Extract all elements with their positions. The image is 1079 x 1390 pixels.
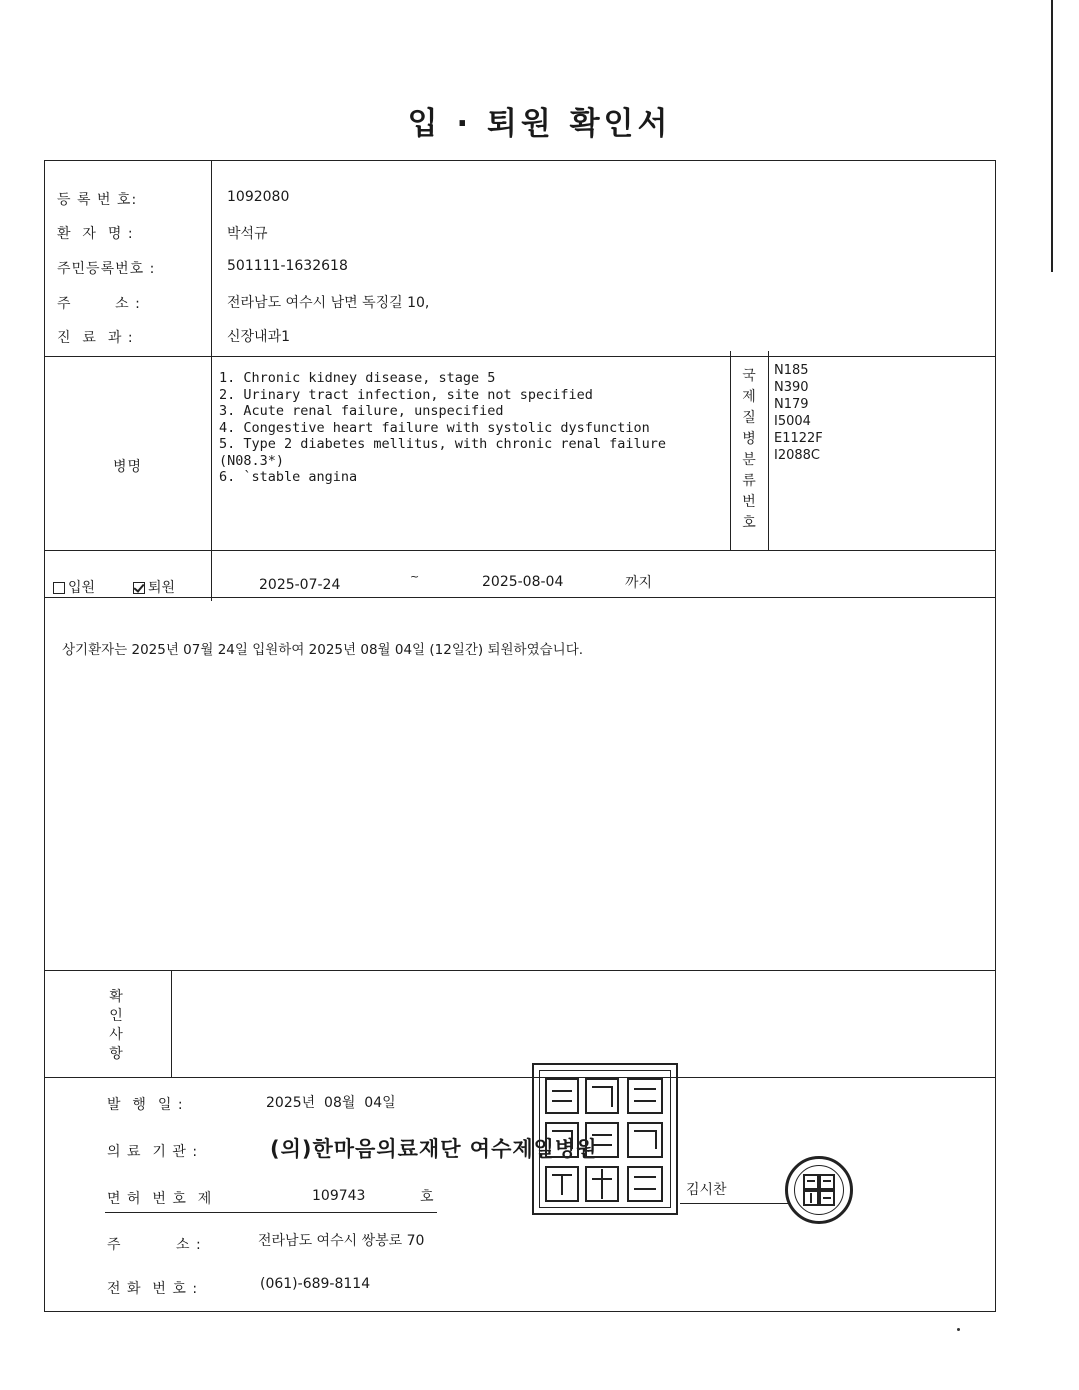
vertical-label-char: 호 [742, 515, 756, 531]
disease-code: N390 [774, 380, 809, 395]
license-suffix: 호 [420, 1189, 434, 1205]
vertical-label-char: 항 [109, 1046, 123, 1062]
disease-code: I5004 [774, 414, 811, 429]
institution-seal-stamp [532, 1063, 678, 1215]
diagnosis-item: 3. Acute renal failure, unspecified [219, 403, 504, 419]
diagnosis-item: 4. Congestive heart failure with systolic dysfunction [219, 419, 650, 436]
disease-code: N185 [774, 363, 809, 378]
remarks-label-divider [171, 970, 172, 1078]
stay-separator: ~ [410, 570, 420, 583]
admit-option[interactable] [53, 577, 95, 597]
issuer-address-label: 주 소 : [107, 1237, 202, 1253]
disease-code: I2088C [774, 448, 820, 463]
round-seal-pattern-icon [788, 1159, 850, 1221]
admit-label: 입원 [68, 580, 96, 596]
issuer-address-value: 전라남도 여수시 쌍봉로 70 [258, 1233, 425, 1249]
license-underline [105, 1212, 437, 1213]
phone-value: (061)-689-8114 [260, 1276, 371, 1292]
institution-name: (의)한마음의료재단 여수제일병원 [270, 1137, 598, 1161]
code-label-divider-right [768, 351, 769, 551]
stay-end-date: 2025-08-04 [482, 574, 564, 590]
disease-code: N179 [774, 397, 809, 412]
doctor-seal-stamp [785, 1156, 853, 1224]
diagnosis-item: 5. Type 2 diabetes mellitus, with chronic renal failure [219, 436, 667, 452]
issue-date-label: 발 행 일 : [107, 1097, 184, 1113]
vertical-label-char: 사 [109, 1027, 123, 1043]
row-divider-stay [45, 550, 995, 551]
address-label: 주 소 : [57, 296, 141, 312]
remarks-label [107, 988, 125, 1064]
reg-no-value: 1092080 [227, 189, 290, 205]
patient-info-divider [211, 161, 212, 601]
stay-start-date: 2025-07-24 [259, 577, 341, 593]
vertical-label-char: 병 [742, 431, 756, 447]
vertical-label-char: 분 [742, 452, 756, 468]
dept-label: 진 료 과 : [57, 330, 134, 346]
name-value: 박석규 [227, 226, 268, 242]
diagnosis-item: 1. Chronic kidney disease, stage 5 [219, 370, 496, 386]
diagnosis-list [219, 370, 666, 486]
diagnosis-item: 6. `stable angina [219, 469, 358, 485]
row-divider-diagnosis [45, 356, 995, 357]
vertical-label-char: 질 [742, 410, 756, 426]
diagnosis-item: (N08.3*) [219, 452, 285, 469]
vertical-label-char: 제 [742, 389, 756, 405]
vertical-label-char: 번 [742, 494, 756, 510]
doctor-name: 김시찬 [686, 1182, 727, 1198]
discharge-label: 퇴원 [148, 580, 176, 596]
discharge-checkbox[interactable] [133, 582, 145, 594]
scan-speck [957, 1328, 960, 1331]
admit-checkbox[interactable] [53, 582, 65, 594]
document-title: 입 · 퇴원 확인서 [407, 106, 672, 142]
row-divider-issuer [45, 1077, 995, 1078]
phone-label: 전 화 번 호 : [107, 1281, 199, 1297]
institution-label: 의 료 기 관 : [107, 1144, 199, 1160]
disease-code: E1122F [774, 431, 823, 446]
disease-code-list [774, 362, 823, 464]
stay-until-label: 까지 [625, 575, 653, 591]
row-divider-statement [45, 597, 995, 598]
vertical-label-char: 국 [742, 368, 756, 384]
discharge-option[interactable] [133, 577, 175, 597]
name-label: 환 자 명 : [57, 226, 134, 242]
license-number: 109743 [312, 1188, 366, 1204]
signature-line [680, 1203, 788, 1204]
license-label: 면 허 번 호 제 [107, 1191, 213, 1207]
rrn-value: 501111-1632618 [227, 258, 348, 274]
vertical-label-char: 류 [742, 473, 756, 489]
vertical-label-char: 확 [109, 989, 123, 1005]
stay-statement: 상기환자는 2025년 07월 24일 입원하여 2025년 08월 04일 (12일간) 퇴원하였습니다. [62, 642, 584, 658]
address-value: 전라남도 여수시 남면 독징길 10, [227, 295, 430, 311]
disease-code-label [740, 366, 758, 534]
seal-pattern-icon [534, 1065, 676, 1213]
issue-date-value: 2025년 08월 04일 [266, 1095, 396, 1111]
rrn-label: 주민등록번호 : [57, 261, 156, 277]
diagnosis-label: 병명 [113, 459, 143, 475]
reg-no-label: 등 록 번 호: [57, 192, 138, 208]
code-label-divider-left [730, 351, 731, 551]
vertical-label-char: 인 [109, 1008, 123, 1024]
dept-value: 신장내과1 [227, 329, 291, 345]
row-divider-remarks [45, 970, 995, 971]
diagnosis-item: 2. Urinary tract infection, site not specified [219, 386, 593, 403]
scan-edge-line [1051, 0, 1053, 272]
